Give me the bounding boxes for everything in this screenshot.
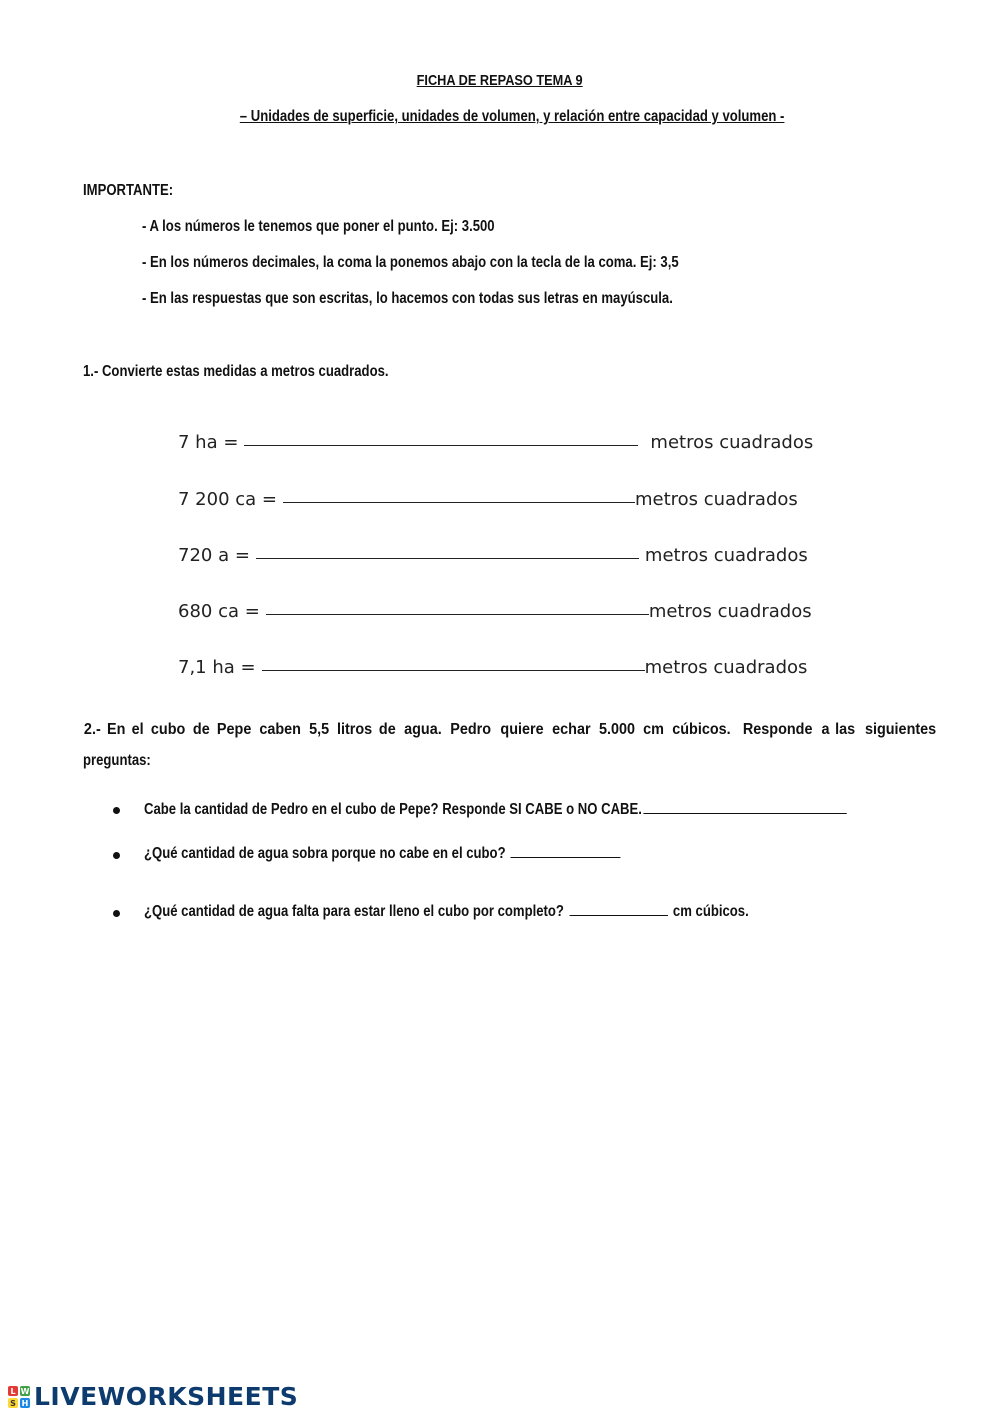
answer-blank[interactable] [266, 613, 649, 615]
answer-blank[interactable] [569, 914, 667, 916]
prompt-word: de [379, 721, 397, 738]
conversion-row [178, 657, 807, 678]
conversion-row [178, 432, 813, 453]
unit-label: metros cuadrados [634, 489, 798, 510]
prompt-word: En [107, 721, 126, 738]
prompt-word: litros [336, 721, 373, 738]
prompt-word: 2.- [83, 721, 101, 738]
bullet-icon [113, 910, 120, 917]
answer-blank[interactable] [256, 557, 639, 559]
question-2-prompt: 2.- En el cubo de Pepe caben 5,5 litros de agua. Pedro quiere echar 5.000 cm cúbicos. Responde a las siguientes preguntas: [83, 714, 940, 776]
page-title: FICHA DE REPASO TEMA 9 [416, 72, 583, 89]
prompt-word: echar [552, 721, 591, 738]
answer-blank[interactable] [262, 669, 645, 671]
unit-label: metros cuadrados [644, 657, 808, 678]
svg-text:S: S [10, 1398, 16, 1408]
unit-label: metros cuadrados [650, 432, 814, 453]
bullet-icon [113, 807, 120, 814]
bullet-icon [113, 852, 120, 859]
svg-text:L: L [10, 1386, 16, 1396]
answer-blank[interactable] [244, 444, 638, 446]
prompt-word: cm [643, 721, 664, 738]
prompt-word: siguientes [864, 721, 936, 738]
prompt-word: el [131, 721, 144, 738]
conversion-row [178, 489, 798, 510]
brand-name: LIVEWORKSHEETS [34, 1382, 299, 1411]
answer-blank[interactable] [283, 501, 635, 503]
prompt-word: cubo [150, 721, 186, 738]
important-note: - En las respuestas que son escritas, lo hacemos con todas sus letras en mayúscula. [142, 290, 673, 307]
conversion-row [178, 545, 808, 566]
important-note: - En los números decimales, la coma la ponemos abajo con la tecla de la coma. Ej: 3,5 [142, 254, 679, 271]
logo-tiles-icon [8, 1386, 30, 1408]
prompt-word: cúbicos. [672, 721, 732, 738]
measure-label: 680 ca = [178, 601, 260, 622]
prompt-word: a [821, 721, 830, 738]
measure-label: 7,1 ha = [178, 657, 256, 678]
measure-label: 7 ha = [178, 432, 239, 453]
important-note: - A los números le tenemos que poner el punto. Ej: 3.500 [142, 218, 495, 235]
svg-text:H: H [21, 1398, 29, 1408]
measure-label: 720 a = [178, 545, 250, 566]
unit-label: metros cuadrados [644, 545, 808, 566]
svg-text:W: W [20, 1386, 30, 1396]
liveworksheets-logo [8, 1382, 298, 1411]
prompt-word: Responde [742, 721, 813, 738]
important-heading: IMPORTANTE: [83, 182, 174, 199]
prompt-word: Pedro [450, 721, 491, 738]
measure-label: 7 200 ca = [178, 489, 277, 510]
question-2-item: ¿Qué cantidad de agua falta para estar lleno el cubo por completo? cm cúbicos. [144, 903, 749, 920]
prompt-word: de [192, 721, 210, 738]
prompt-word: caben [259, 721, 302, 738]
page-subtitle: – Unidades de superficie, unidades de volumen, y relación entre capacidad y volumen - [240, 108, 785, 125]
prompt-word: agua. [403, 721, 442, 738]
question-2-item: Cabe la cantidad de Pedro en el cubo de Pepe? Responde SI CABE o NO CABE. [144, 801, 1000, 819]
conversion-row [178, 601, 812, 622]
unit-label: metros cuadrados [648, 601, 812, 622]
question-2-item: ¿Qué cantidad de agua sobra porque no cabe en el cubo? [144, 845, 727, 863]
prompt-word: quiere [500, 721, 544, 738]
answer-blank[interactable] [511, 856, 621, 858]
prompt-word: las [835, 721, 856, 738]
question-1-prompt: 1.- Convierte estas medidas a metros cuadrados. [83, 363, 389, 380]
answer-blank[interactable] [644, 812, 847, 814]
prompt-word: Pepe [216, 721, 252, 738]
prompt-word: 5.000 [599, 721, 636, 738]
prompt-word: 5,5 [309, 721, 330, 738]
